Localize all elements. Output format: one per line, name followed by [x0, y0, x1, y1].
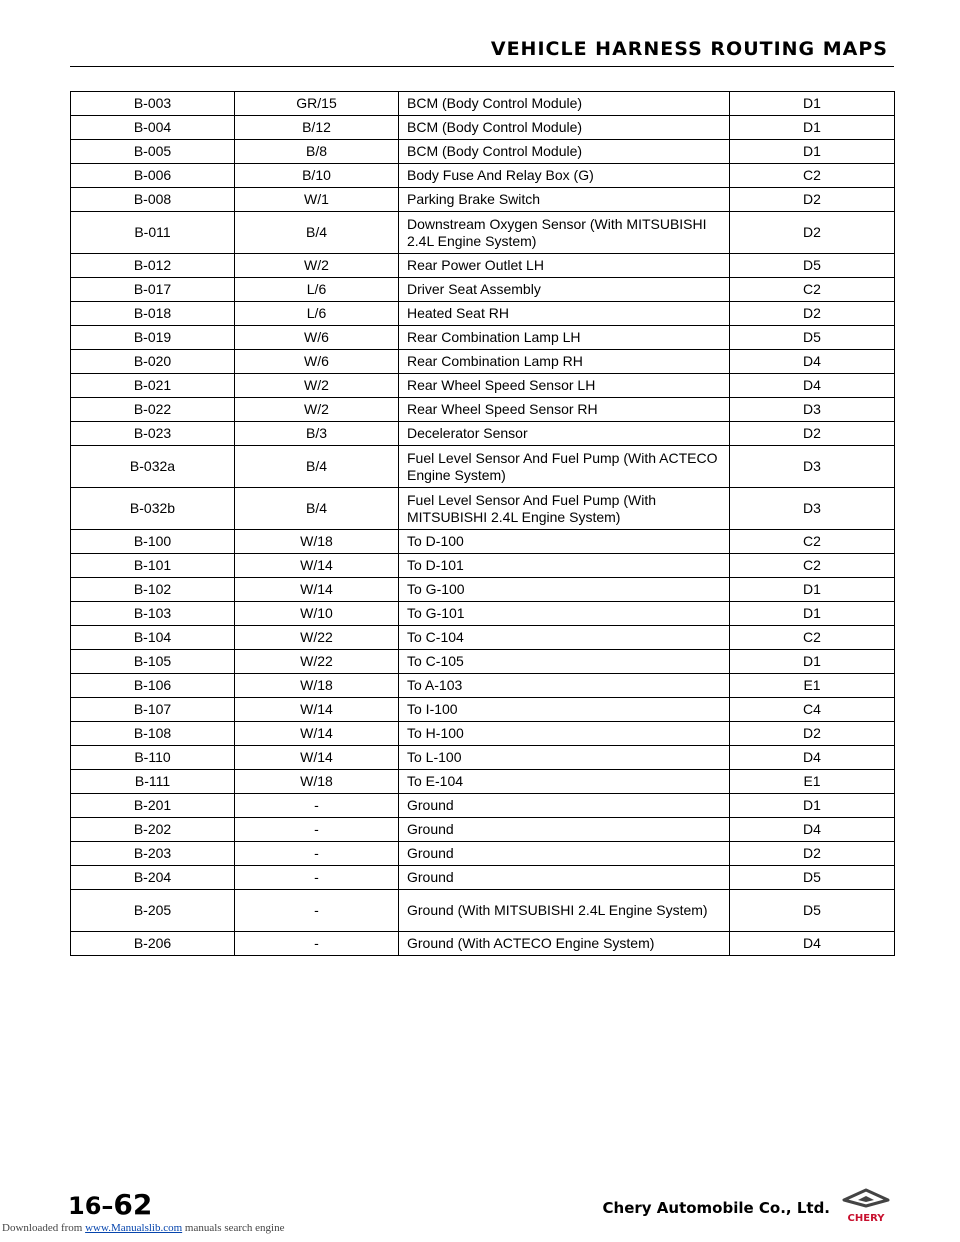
description-cell: Rear Wheel Speed Sensor RH: [399, 398, 730, 422]
description-cell: Driver Seat Assembly: [399, 278, 730, 302]
wire-cell: W/10: [235, 602, 399, 626]
description-cell: Rear Combination Lamp RH: [399, 350, 730, 374]
download-suffix: manuals search engine: [184, 1222, 285, 1234]
connector-cell: B-201: [71, 794, 235, 818]
download-source-bar: [2, 1222, 284, 1234]
wire-cell: W/14: [235, 722, 399, 746]
description-cell: Decelerator Sensor: [399, 422, 730, 446]
location-cell: D1: [730, 92, 895, 116]
connector-cell: B-100: [71, 530, 235, 554]
wire-cell: W/18: [235, 530, 399, 554]
table-row: [71, 626, 895, 650]
wire-cell: W/18: [235, 770, 399, 794]
description-cell: BCM (Body Control Module): [399, 92, 730, 116]
chery-logo: [836, 1188, 896, 1224]
table-row: [71, 770, 895, 794]
connector-cell: B-106: [71, 674, 235, 698]
table-row: [71, 326, 895, 350]
location-cell: D4: [730, 374, 895, 398]
connector-cell: B-105: [71, 650, 235, 674]
connector-cell: B-204: [71, 866, 235, 890]
section-number: 16–: [68, 1192, 114, 1220]
wire-cell: W/14: [235, 554, 399, 578]
description-cell: Ground: [399, 818, 730, 842]
location-cell: D1: [730, 140, 895, 164]
description-cell: Heated Seat RH: [399, 302, 730, 326]
wire-cell: W/1: [235, 188, 399, 212]
location-cell: D1: [730, 578, 895, 602]
table-row: [71, 278, 895, 302]
connector-cell: B-032b: [71, 488, 235, 530]
wire-cell: L/6: [235, 302, 399, 326]
location-cell: D3: [730, 446, 895, 488]
location-cell: C2: [730, 626, 895, 650]
table-row: [71, 674, 895, 698]
wire-cell: B/4: [235, 212, 399, 254]
connector-cell: B-110: [71, 746, 235, 770]
table-row: [71, 350, 895, 374]
connector-cell: B-020: [71, 350, 235, 374]
description-cell: To C-104: [399, 626, 730, 650]
logo-text: CHERY: [847, 1213, 885, 1224]
connector-cell: B-104: [71, 626, 235, 650]
table-row: [71, 698, 895, 722]
table-row: [71, 488, 895, 530]
description-cell: Fuel Level Sensor And Fuel Pump (With ACTECO Engine System): [399, 446, 730, 488]
connector-cell: B-021: [71, 374, 235, 398]
location-cell: C2: [730, 278, 895, 302]
table-row: [71, 890, 895, 932]
location-cell: D1: [730, 602, 895, 626]
wire-cell: B/8: [235, 140, 399, 164]
page-number-value: 62: [113, 1188, 153, 1221]
connector-cell: B-103: [71, 602, 235, 626]
connector-cell: B-018: [71, 302, 235, 326]
company-name: Chery Automobile Co., Ltd.: [602, 1199, 830, 1217]
location-cell: D2: [730, 842, 895, 866]
wire-cell: W/22: [235, 626, 399, 650]
location-cell: D4: [730, 746, 895, 770]
description-cell: Parking Brake Switch: [399, 188, 730, 212]
wire-cell: B/4: [235, 446, 399, 488]
description-cell: Ground (With ACTECO Engine System): [399, 932, 730, 956]
table-row: [71, 650, 895, 674]
table-row: [71, 212, 895, 254]
wire-cell: -: [235, 818, 399, 842]
table-row: [71, 932, 895, 956]
location-cell: D1: [730, 116, 895, 140]
description-cell: BCM (Body Control Module): [399, 116, 730, 140]
connector-cell: B-102: [71, 578, 235, 602]
download-prefix: Downloaded from: [2, 1222, 83, 1234]
description-cell: To C-105: [399, 650, 730, 674]
description-cell: To L-100: [399, 746, 730, 770]
wire-cell: W/6: [235, 326, 399, 350]
wire-cell: B/3: [235, 422, 399, 446]
page-number: [68, 1188, 152, 1221]
description-cell: To E-104: [399, 770, 730, 794]
connector-cell: B-108: [71, 722, 235, 746]
wire-cell: -: [235, 866, 399, 890]
connector-cell: B-032a: [71, 446, 235, 488]
table-row: [71, 602, 895, 626]
location-cell: C2: [730, 530, 895, 554]
description-cell: To G-101: [399, 602, 730, 626]
location-cell: E1: [730, 674, 895, 698]
table-row: [71, 446, 895, 488]
description-cell: To H-100: [399, 722, 730, 746]
wire-cell: W/22: [235, 650, 399, 674]
connector-cell: B-017: [71, 278, 235, 302]
connector-cell: B-005: [71, 140, 235, 164]
table-row: [71, 722, 895, 746]
location-cell: D2: [730, 212, 895, 254]
description-cell: To G-100: [399, 578, 730, 602]
manualslib-link[interactable]: www.Manualslib.com: [85, 1222, 183, 1234]
connector-cell: B-006: [71, 164, 235, 188]
wire-cell: B/12: [235, 116, 399, 140]
location-cell: D2: [730, 302, 895, 326]
connector-cell: B-011: [71, 212, 235, 254]
description-cell: Rear Power Outlet LH: [399, 254, 730, 278]
connector-cell: B-202: [71, 818, 235, 842]
location-cell: C2: [730, 164, 895, 188]
connector-table: [70, 91, 895, 956]
wire-cell: W/14: [235, 578, 399, 602]
connector-cell: B-004: [71, 116, 235, 140]
connector-cell: B-023: [71, 422, 235, 446]
location-cell: C2: [730, 554, 895, 578]
connector-cell: B-008: [71, 188, 235, 212]
table-row: [71, 842, 895, 866]
wire-cell: -: [235, 794, 399, 818]
description-cell: Rear Combination Lamp LH: [399, 326, 730, 350]
connector-cell: B-022: [71, 398, 235, 422]
location-cell: D2: [730, 422, 895, 446]
location-cell: D1: [730, 650, 895, 674]
wire-cell: W/2: [235, 254, 399, 278]
description-cell: Ground (With MITSUBISHI 2.4L Engine System): [399, 890, 730, 932]
table-row: [71, 554, 895, 578]
location-cell: D1: [730, 794, 895, 818]
connector-cell: B-206: [71, 932, 235, 956]
description-cell: To D-101: [399, 554, 730, 578]
connector-cell: B-205: [71, 890, 235, 932]
header-divider: [70, 66, 894, 67]
wire-cell: GR/15: [235, 92, 399, 116]
table-row: [71, 866, 895, 890]
wire-cell: B/10: [235, 164, 399, 188]
wire-cell: B/4: [235, 488, 399, 530]
wire-cell: W/2: [235, 374, 399, 398]
location-cell: D3: [730, 488, 895, 530]
connector-cell: B-003: [71, 92, 235, 116]
connector-cell: B-101: [71, 554, 235, 578]
table-row: [71, 746, 895, 770]
location-cell: D3: [730, 398, 895, 422]
location-cell: D4: [730, 350, 895, 374]
description-cell: Fuel Level Sensor And Fuel Pump (With MITSUBISHI 2.4L Engine System): [399, 488, 730, 530]
connector-cell: B-107: [71, 698, 235, 722]
page-header-title: VEHICLE HARNESS ROUTING MAPS: [490, 38, 888, 60]
connector-table-body: [71, 92, 895, 956]
location-cell: D5: [730, 254, 895, 278]
table-row: [71, 794, 895, 818]
table-row: [71, 422, 895, 446]
table-row: [71, 164, 895, 188]
table-row: [71, 374, 895, 398]
location-cell: E1: [730, 770, 895, 794]
connector-cell: B-111: [71, 770, 235, 794]
wire-cell: -: [235, 932, 399, 956]
table-row: [71, 302, 895, 326]
table-row: [71, 818, 895, 842]
description-cell: Rear Wheel Speed Sensor LH: [399, 374, 730, 398]
connector-cell: B-019: [71, 326, 235, 350]
description-cell: Ground: [399, 794, 730, 818]
description-cell: To I-100: [399, 698, 730, 722]
connector-cell: B-203: [71, 842, 235, 866]
location-cell: D5: [730, 866, 895, 890]
table-row: [71, 92, 895, 116]
location-cell: C4: [730, 698, 895, 722]
wire-cell: W/14: [235, 746, 399, 770]
description-cell: To A-103: [399, 674, 730, 698]
location-cell: D2: [730, 722, 895, 746]
wire-cell: W/14: [235, 698, 399, 722]
wire-cell: W/2: [235, 398, 399, 422]
description-cell: To D-100: [399, 530, 730, 554]
connector-cell: B-012: [71, 254, 235, 278]
wire-cell: W/18: [235, 674, 399, 698]
table-row: [71, 398, 895, 422]
location-cell: D2: [730, 188, 895, 212]
table-row: [71, 188, 895, 212]
location-cell: D4: [730, 818, 895, 842]
wire-cell: W/6: [235, 350, 399, 374]
location-cell: D4: [730, 932, 895, 956]
description-cell: Body Fuse And Relay Box (G): [399, 164, 730, 188]
location-cell: D5: [730, 326, 895, 350]
table-row: [71, 530, 895, 554]
table-row: [71, 254, 895, 278]
location-cell: D5: [730, 890, 895, 932]
wire-cell: -: [235, 890, 399, 932]
description-cell: Ground: [399, 866, 730, 890]
description-cell: BCM (Body Control Module): [399, 140, 730, 164]
table-row: [71, 140, 895, 164]
wire-cell: L/6: [235, 278, 399, 302]
description-cell: Ground: [399, 842, 730, 866]
description-cell: Downstream Oxygen Sensor (With MITSUBISHI 2.4L Engine System): [399, 212, 730, 254]
wire-cell: -: [235, 842, 399, 866]
table-row: [71, 578, 895, 602]
table-row: [71, 116, 895, 140]
